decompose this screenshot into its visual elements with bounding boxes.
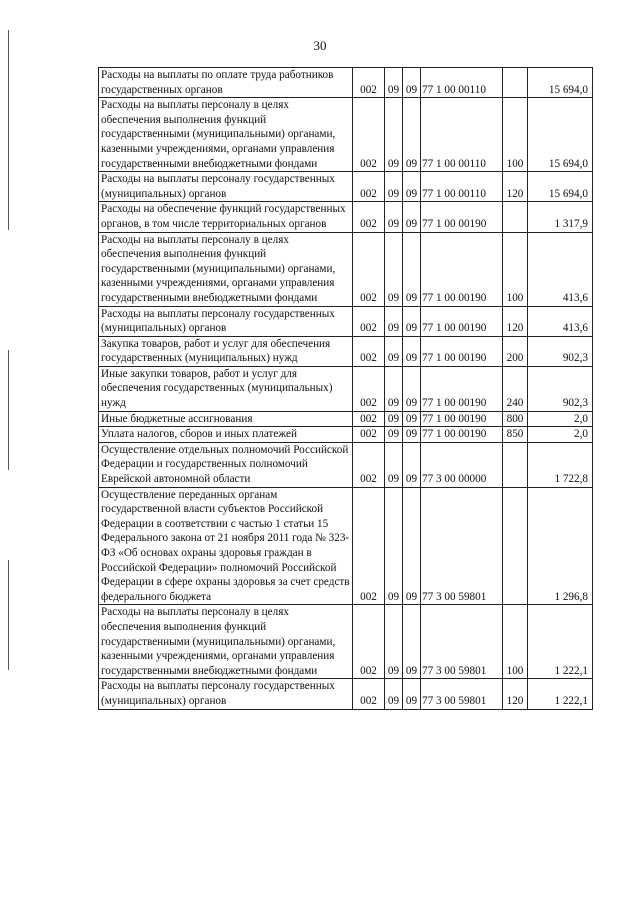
table-row	[99, 336, 593, 366]
row-name: Расходы на выплаты по оплате труда работников государственных органов	[99, 68, 353, 98]
row-name: Иные бюджетные ассигнования	[99, 411, 353, 427]
table-row	[99, 366, 593, 411]
expense-type: 100	[503, 605, 528, 679]
target-article: 77 1 00 00190	[421, 232, 503, 306]
amount: 2,0	[528, 411, 593, 427]
scan-edge-mark	[8, 30, 9, 230]
expense-type: 120	[503, 306, 528, 336]
ministry-code: 002	[353, 442, 385, 487]
subsection-code: 09	[403, 98, 421, 172]
amount: 1 722,8	[528, 442, 593, 487]
amount: 902,3	[528, 336, 593, 366]
ministry-code: 002	[353, 98, 385, 172]
section-code: 09	[385, 679, 403, 709]
target-article: 77 1 00 00190	[421, 411, 503, 427]
ministry-code: 002	[353, 427, 385, 443]
ministry-code: 002	[353, 306, 385, 336]
subsection-code: 09	[403, 679, 421, 709]
ministry-code: 002	[353, 232, 385, 306]
amount: 15 694,0	[528, 68, 593, 98]
table-row	[99, 427, 593, 443]
ministry-code: 002	[353, 679, 385, 709]
scan-edge-mark	[8, 560, 9, 670]
amount: 15 694,0	[528, 172, 593, 202]
expense-type	[503, 202, 528, 232]
amount: 1 296,8	[528, 487, 593, 605]
subsection-code: 09	[403, 202, 421, 232]
expense-type	[503, 487, 528, 605]
section-code: 09	[385, 366, 403, 411]
expense-type: 240	[503, 366, 528, 411]
ministry-code: 002	[353, 366, 385, 411]
row-name: Расходы на обеспечение функций государственных органов, в том числе территориальных органов	[99, 202, 353, 232]
row-name: Расходы на выплаты персоналу в целях обеспечения выполнения функций государственными (муниципальными) органами, казенными учреждениями, органами управления государственными внебюджетными фондами	[99, 98, 353, 172]
subsection-code: 09	[403, 306, 421, 336]
target-article: 77 1 00 00110	[421, 172, 503, 202]
expense-type: 120	[503, 172, 528, 202]
subsection-code: 09	[403, 366, 421, 411]
row-name: Расходы на выплаты персоналу государственных (муниципальных) органов	[99, 306, 353, 336]
amount: 15 694,0	[528, 98, 593, 172]
amount: 1 222,1	[528, 605, 593, 679]
section-code: 09	[385, 442, 403, 487]
row-name: Осуществление отдельных полномочий Российской Федерации и государственных полномочий Еврейской автономной области	[99, 442, 353, 487]
scan-edge-mark	[8, 350, 9, 470]
section-code: 09	[385, 202, 403, 232]
subsection-code: 09	[403, 232, 421, 306]
table-row	[99, 605, 593, 679]
subsection-code: 09	[403, 442, 421, 487]
page-number: 30	[313, 38, 327, 53]
target-article: 77 3 00 59801	[421, 487, 503, 605]
row-name: Закупка товаров, работ и услуг для обеспечения государственных (муниципальных) нужд	[99, 336, 353, 366]
table-row	[99, 442, 593, 487]
table-row	[99, 98, 593, 172]
target-article: 77 1 00 00190	[421, 427, 503, 443]
ministry-code: 002	[353, 336, 385, 366]
row-name: Расходы на выплаты персоналу в целях обеспечения выполнения функций государственными (муниципальными) органами, казенными учреждениями, органами управления государственными внебюджетными фондами	[99, 605, 353, 679]
section-code: 09	[385, 427, 403, 443]
amount: 1 222,1	[528, 679, 593, 709]
subsection-code: 09	[403, 172, 421, 202]
section-code: 09	[385, 411, 403, 427]
subsection-code: 09	[403, 68, 421, 98]
amount: 902,3	[528, 366, 593, 411]
section-code: 09	[385, 68, 403, 98]
target-article: 77 3 00 59801	[421, 679, 503, 709]
table-row	[99, 68, 593, 98]
amount: 413,6	[528, 232, 593, 306]
row-name: Иные закупки товаров, работ и услуг для обеспечения государственных (муниципальных) нужд	[99, 366, 353, 411]
subsection-code: 09	[403, 411, 421, 427]
section-code: 09	[385, 487, 403, 605]
subsection-code: 09	[403, 605, 421, 679]
subsection-code: 09	[403, 427, 421, 443]
target-article: 77 1 00 00190	[421, 306, 503, 336]
subsection-code: 09	[403, 487, 421, 605]
table-row	[99, 232, 593, 306]
target-article: 77 3 00 00000	[421, 442, 503, 487]
expense-type: 100	[503, 98, 528, 172]
expense-type	[503, 68, 528, 98]
table-row	[99, 202, 593, 232]
amount: 2,0	[528, 427, 593, 443]
target-article: 77 1 00 00190	[421, 366, 503, 411]
table-row	[99, 679, 593, 709]
ministry-code: 002	[353, 605, 385, 679]
budget-table	[98, 67, 593, 710]
ministry-code: 002	[353, 202, 385, 232]
expense-type	[503, 442, 528, 487]
section-code: 09	[385, 605, 403, 679]
ministry-code: 002	[353, 172, 385, 202]
table-row	[99, 411, 593, 427]
target-article: 77 3 00 59801	[421, 605, 503, 679]
target-article: 77 1 00 00110	[421, 68, 503, 98]
target-article: 77 1 00 00110	[421, 98, 503, 172]
expense-type: 120	[503, 679, 528, 709]
section-code: 09	[385, 98, 403, 172]
expense-type: 100	[503, 232, 528, 306]
table-row	[99, 306, 593, 336]
table-row	[99, 487, 593, 605]
row-name: Расходы на выплаты персоналу государственных (муниципальных) органов	[99, 172, 353, 202]
subsection-code: 09	[403, 336, 421, 366]
row-name: Уплата налогов, сборов и иных платежей	[99, 427, 353, 443]
table-row	[99, 172, 593, 202]
section-code: 09	[385, 306, 403, 336]
expense-type: 850	[503, 427, 528, 443]
row-name: Осуществление переданных органам государственной власти субъектов Российской Федерации в соответствии с частью 1 статьи 15 Федерального закона от 21 ноября 2011 года № 323-ФЗ «Об основах охраны здоровья граждан в Российской Федерации» полномочий Российской Федерации в сфере охраны здоровья за счет средств федерального бюджета	[99, 487, 353, 605]
expense-type: 200	[503, 336, 528, 366]
target-article: 77 1 00 00190	[421, 336, 503, 366]
section-code: 09	[385, 172, 403, 202]
section-code: 09	[385, 336, 403, 366]
amount: 1 317,9	[528, 202, 593, 232]
amount: 413,6	[528, 306, 593, 336]
section-code: 09	[385, 232, 403, 306]
expense-type: 800	[503, 411, 528, 427]
row-name: Расходы на выплаты персоналу в целях обеспечения выполнения функций государственными (муниципальными) органами, казенными учреждениями, органами управления государственными внебюджетными фондами	[99, 232, 353, 306]
ministry-code: 002	[353, 487, 385, 605]
ministry-code: 002	[353, 411, 385, 427]
ministry-code: 002	[353, 68, 385, 98]
row-name: Расходы на выплаты персоналу государственных (муниципальных) органов	[99, 679, 353, 709]
target-article: 77 1 00 00190	[421, 202, 503, 232]
